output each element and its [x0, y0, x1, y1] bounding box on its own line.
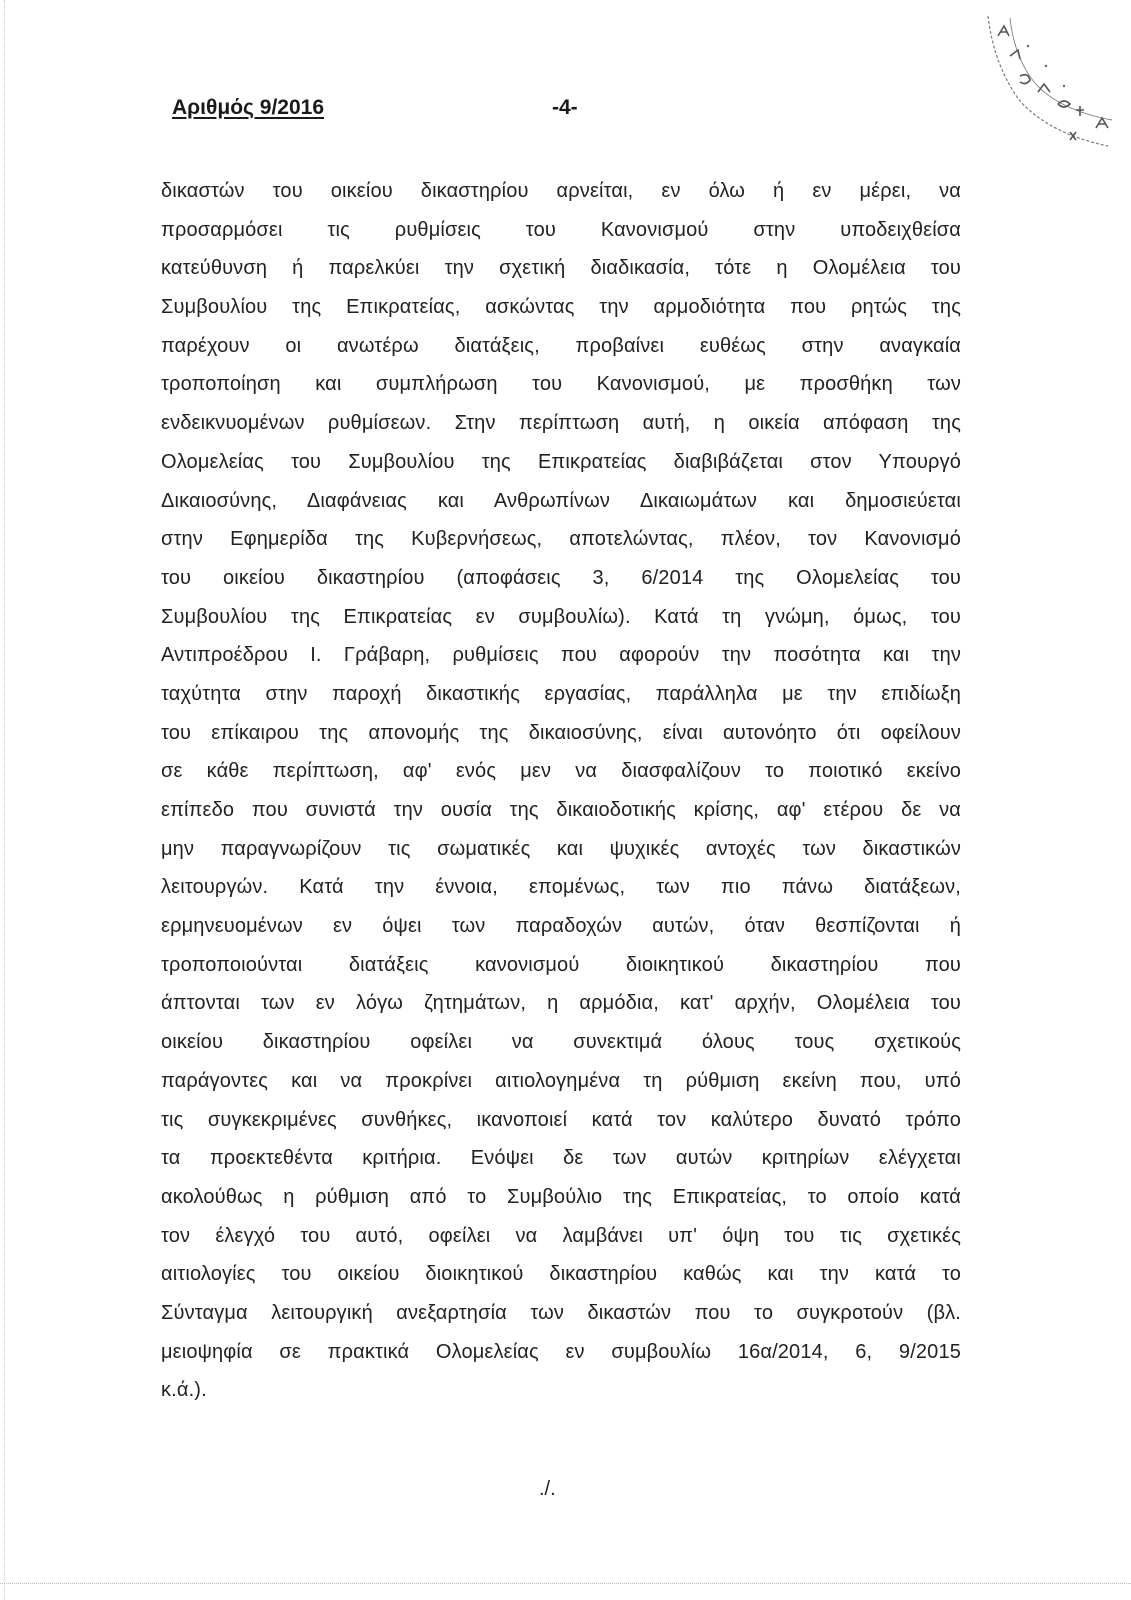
text-line: δικαστών του οικείου δικαστηρίου αρνείται, εν όλω ή εν μέρει, να — [161, 180, 961, 202]
official-seal-stamp — [980, 6, 1120, 156]
text-line: Συμβουλίου της Επικρατείας, ασκώντας την αρμοδιότητα που ρητώς της — [161, 296, 961, 319]
page-header — [172, 96, 592, 126]
decision-number: Αριθμός 9/2016 — [172, 96, 325, 119]
scan-bottom-rule — [0, 1583, 1131, 1584]
text-line: τις συγκεκριμένες συνθήκες, ικανοποιεί κατά τον καλύτερο δυνατό τρόπο — [161, 1108, 961, 1131]
text-line: τροποποιούνται διατάξεις κανονισμού διοικητικού δικαστηρίου που — [161, 953, 961, 976]
text-line: Σύνταγμα λειτουργική ανεξαρτησία των δικαστών που το συγκροτούν (βλ. — [161, 1301, 961, 1324]
text-line: λειτουργών. Κατά την έννοια, επομένως, των πιο πάνω διατάξεων, — [161, 876, 961, 899]
text-line: Δικαιοσύνης, Διαφάνειας και Ανθρωπίνων Δικαιωμάτων και δημοσιεύεται — [161, 489, 961, 512]
text-line: αιτιολογίες του οικείου διοικητικού δικαστηρίου καθώς και την κατά το — [161, 1263, 961, 1286]
text-line: ταχύτητα στην παροχή δικαστικής εργασίας, παράλληλα με την επιδίωξη — [161, 682, 961, 705]
text-line: τροποποίηση και συμπλήρωση του Κανονισμού, με προσθήκη των — [161, 373, 961, 396]
text-line: Αντιπροέδρου Ι. Γράβαρη, ρυθμίσεις που αφορούν την ποσότητα και την — [161, 644, 961, 667]
page-number: -4- — [552, 96, 578, 119]
text-line: ερμηνευομένων εν όψει των παραδοχών αυτών, όταν θεσπίζονται ή — [161, 915, 961, 938]
text-line: του οικείου δικαστηρίου (αποφάσεις 3, 6/2014 της Ολομελείας του — [161, 566, 961, 589]
text-line: κ.ά.). — [161, 1379, 207, 1402]
text-line: επίπεδο που συνιστά την ουσία της δικαιοδοτικής κρίσης, αφ' ετέρου δε να — [161, 799, 961, 821]
body-text — [161, 172, 961, 1410]
text-line: ακολούθως η ρύθμιση από το Συμβούλιο της Επικρατείας, το οποίο κατά — [161, 1185, 961, 1208]
text-line: μειοψηφία σε πρακτικά Ολομελείας εν συμβουλίω 16α/2014, 6, 9/2015 — [161, 1340, 961, 1363]
text-line: κατεύθυνση ή παρελκύει την σχετική διαδικασία, τότε η Ολομέλεια του — [161, 257, 961, 280]
text-line: παρέχουν οι ανωτέρω διατάξεις, προβαίνει ευθέως στην αναγκαία — [161, 334, 961, 357]
text-line: στην Εφημερίδα της Κυβερνήσεως, αποτελώντας, πλέον, τον Κανονισμό — [161, 528, 961, 551]
scan-edge-rule — [4, 0, 5, 1600]
text-line: τον έλεγχό του αυτό, οφείλει να λαμβάνει υπ' όψη του τις σχετικές — [161, 1224, 961, 1247]
text-line: Ολομελείας του Συμβουλίου της Επικρατείας διαβιβάζεται στον Υπουργό — [161, 450, 961, 473]
text-line: του επίκαιρου της απονομής της δικαιοσύνης, είναι αυτονόητο ότι οφείλουν — [161, 721, 961, 744]
text-line: παράγοντες και να προκρίνει αιτιολογημένα τη ρύθμιση εκείνη που, υπό — [161, 1069, 961, 1092]
text-line: μην παραγνωρίζουν τις σωματικές και ψυχικές αντοχές των δικαστικών — [161, 837, 961, 860]
text-line: Συμβουλίου της Επικρατείας εν συμβουλίω). Κατά τη γνώμη, όμως, του — [161, 605, 961, 628]
text-line: σε κάθε περίπτωση, αφ' ενός μεν να διασφαλίζουν το ποιοτικό εκείνο — [161, 760, 961, 783]
text-line: άπτονται των εν λόγω ζητημάτων, η αρμόδια, κατ' αρχήν, Ολομέλεια του — [161, 992, 961, 1015]
text-line: ενδεικνυομένων ρυθμίσεων. Στην περίπτωση αυτή, η οικεία απόφαση της — [161, 412, 961, 435]
text-line: προσαρμόσει τις ρυθμίσεις του Κανονισμού στην υποδειχθείσα — [161, 218, 961, 241]
continuation-mark: ./. — [539, 1478, 556, 1500]
text-line: τα προεκτεθέντα κριτήρια. Ενόψει δε των αυτών κριτηρίων ελέγχεται — [161, 1147, 961, 1170]
text-line: οικείου δικαστηρίου οφείλει να συνεκτιμά όλους τους σχετικούς — [161, 1031, 961, 1054]
